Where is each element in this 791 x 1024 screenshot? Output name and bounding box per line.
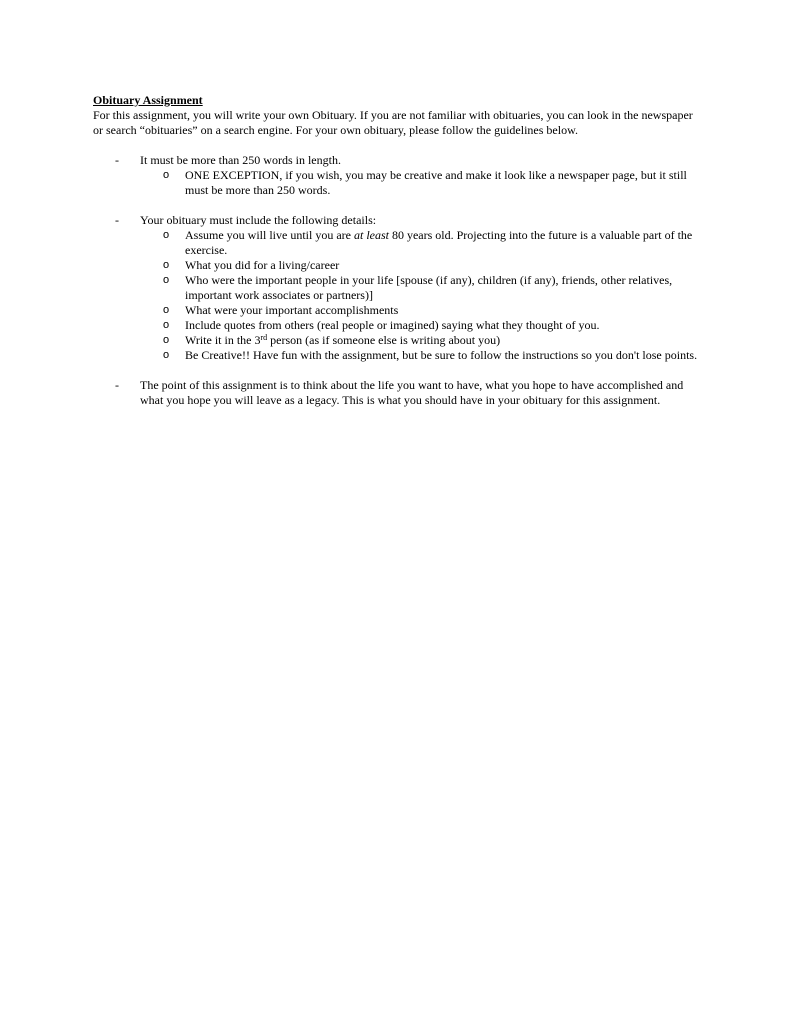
sub-list-item (140, 168, 703, 198)
spacer (93, 198, 703, 213)
circle-bullet-icon: o (163, 319, 170, 331)
dash-marker: - (115, 378, 119, 392)
sub-list (140, 168, 703, 198)
circle-bullet-icon: o (163, 169, 170, 181)
sub-list-item (140, 303, 703, 318)
sub-list-item-text-start: Write it in the 3 (185, 333, 261, 347)
circle-bullet-icon: o (163, 304, 170, 316)
sub-list (140, 228, 703, 363)
emphasis-text: at least (353, 228, 389, 242)
dash-marker: - (115, 213, 119, 227)
sub-list-item-text: What were your important accomplishments (185, 303, 399, 317)
list-item-details (93, 213, 703, 363)
list-item-purpose (93, 378, 703, 408)
sub-list-item-text-end: 80 years old. Projecting into the future is a valuable part of the exercise. (185, 228, 693, 257)
sub-list-item (140, 228, 703, 258)
dash-marker: - (115, 153, 119, 167)
list-item-text: Your obituary must include the following details: (140, 213, 377, 227)
spacer (93, 363, 703, 378)
sub-list-item-text: Who were the important people in your life [spouse (if any), children (if any), friends, other relatives, important work associates or partners)] (185, 273, 673, 302)
circle-bullet-icon: o (163, 349, 170, 361)
sub-list-item (140, 273, 703, 303)
sub-list-item (140, 258, 703, 273)
sub-list-item-text-start: Assume you will live until you are (185, 228, 354, 242)
circle-bullet-icon: o (163, 334, 170, 346)
circle-bullet-icon: o (163, 274, 170, 286)
circle-bullet-icon: o (163, 229, 170, 241)
document-title: Obituary Assignment (93, 93, 203, 107)
sub-list-item (140, 348, 703, 363)
sub-list-item (140, 318, 703, 333)
list-item-text: It must be more than 250 words in length. (140, 153, 341, 167)
list-item-length (93, 153, 703, 198)
sub-list-item-text: ONE EXCEPTION, if you wish, you may be creative and make it look like a newspaper page, but it still must be more than 250 words. (185, 168, 687, 197)
sub-list-item (140, 333, 703, 348)
spacer (93, 138, 703, 153)
sub-list-item-text: Include quotes from others (real people or imagined) saying what they thought of you. (185, 318, 600, 332)
sub-list-item-text: What you did for a living/career (185, 258, 340, 272)
circle-bullet-icon: o (163, 259, 170, 271)
sub-list-item-text: Be Creative!! Have fun with the assignment, but be sure to follow the instructions so you don't lose points. (185, 348, 698, 362)
sub-list-item-text-end: person (as if someone else is writing about you) (267, 333, 501, 347)
intro-paragraph: For this assignment, you will write your own Obituary. If you are not familiar with obituaries, you can look in the newspaper or search “obituaries” on a search engine. For your own obituary, please follow the guidelines below. (93, 108, 693, 137)
document-page (93, 93, 703, 408)
ordinal-superscript: rd (260, 333, 268, 342)
list-item-text: The point of this assignment is to think about the life you want to have, what you hope to have accomplished and what you hope you will leave as a legacy. This is what you should have in your obituary for this assignment. (140, 378, 684, 407)
